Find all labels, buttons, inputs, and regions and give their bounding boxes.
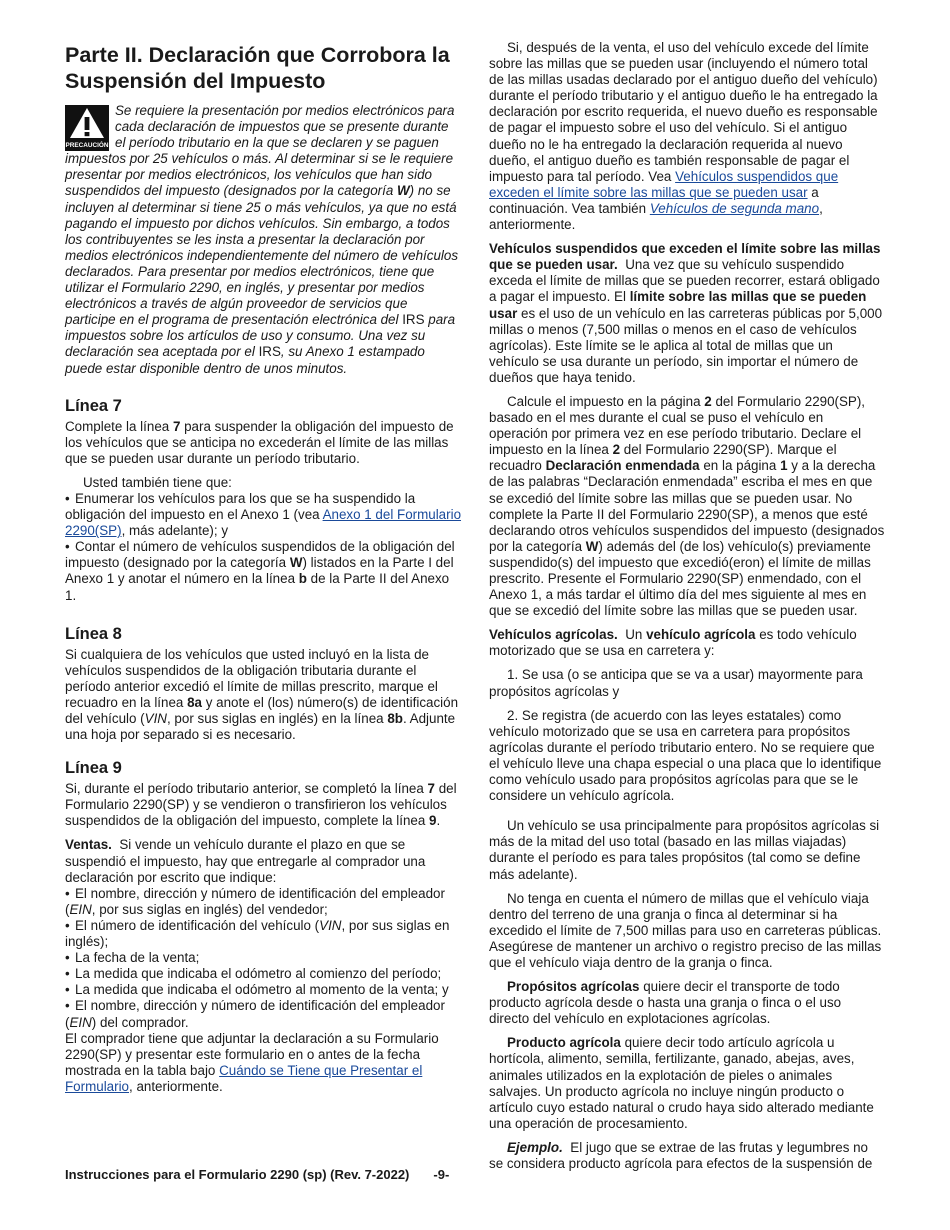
propositos-paragraph: Propósitos agrícolas quiere decir el transporte de todo producto agrícola desde o hasta una granja o finca o el uso directo del vehículo en explotaciones agrícolas. (489, 979, 842, 1027)
principal-paragraph: Un vehículo se usa principalmente para propósitos agrícolas si más de la mitad del uso total (basado en las millas viajadas) durante el período es para tales propósitos (tal como se define más adelante). (489, 818, 880, 882)
excede-paragraph: Vehículos suspendidos que exceden el límite sobre las millas que se pueden usar. Una vez que su vehículo suspendido exceda el límite de millas que se pueden recorrer, estará obligado a pagar el impuesto. El límite sobre las millas que se pueden usar es el uso de un vehículo en las carreteras públicas por 5,000 millas o menos (7,500 millas o menos en el caso de vehículos agrícolas). Este límite se le aplica al total de millas que un vehículo se usa durante un período, sin importar el número de dueños que haya tenido. (489, 241, 883, 385)
list-item: • El nombre, dirección y número de identificación del empleador (EIN, por sus siglas en inglés) del vendedor; (65, 886, 461, 918)
calcule-paragraph: Calcule el impuesto en la página 2 del Formulario 2290(SP), basado en el mes durante el cual se puso el vehículo en operación por primera vez en ese período tributario. Declare el impuesto en la línea 2 del Formulario 2290(SP). Marque el recuadro Declaración enmendada en la página 1 y a la derecha de las palabras “Declaración enmendada” escriba el mes en que se excedió del límite sobre las millas que se pueden usar. No complete la Parte II del Formulario 2290(SP), a menos que esté declarando otros vehículos suspendidos del impuesto (designados por la categoría W) además del (de los) vehículo(s) previamente suspendido(s) del impuesto que excedió(eron) el límite de millas prescrito. Presente el Formulario 2290(SP) enmendado, con el Anexo 1, a más tardar el último día del mes siguiente al mes en que se excedió del límite sobre las millas que se pueden usar. (489, 393, 885, 619)
caution-text-3: para impuestos sobre los artículos de uso y consumo. Una vez su declaración sea aceptada por el (65, 312, 456, 360)
caution-label: PRECAUCIÓN (65, 142, 109, 149)
caution-irs-2: IRS (258, 344, 281, 360)
list-item: • Enumerar los vehículos para los que se ha suspendido la obligación del impuesto en el Anexo 1 (vea Anexo 1 del Formulario 2290(SP), más adelante); y (65, 491, 461, 539)
heading-linea-9: Línea 9 (65, 759, 122, 778)
caution-text-4: , su Anexo 1 estampado puede estar disponible dentro de unos minutos. (65, 344, 425, 376)
list-item: • La medida que indicaba el odómetro al momento de la venta; y (65, 982, 461, 998)
linea-9-paragraph: Si, durante el período tributario anterior, se completó la línea 7 del Formulario 2290(SP) y se vendieron o transfirieron los vehículos suspendidos de la obligación del impuesto, complete la línea 9. (65, 781, 457, 829)
caution-text-2: ) no se incluyen al determinar si tiene 25 o más vehículos, ya que no está pagando el impuesto por dichos vehículos. Sin embargo, a todos los contribuyentes se les insta a presentar la declaración por medios electrónicos independientemente del número de vehículos declarados. Para presentar por medios electrónicos, tiene que utilizar el Formulario 2290, en inglés, y presentar por medios electrónicos a través de algún proveedor de servicios que participe en el programa de presentación electrónica del (65, 183, 459, 328)
list-item: • El número de identificación del vehículo (VIN, por sus siglas en inglés); (65, 918, 461, 950)
closing-paragraph: El comprador tiene que adjuntar la declaración a su Formulario 2290(SP) y presentar este formulario en o antes de la fecha mostrada en la tabla bajo Cuándo se Tiene que Presentar el Formulario, anteriormente. (65, 1030, 439, 1094)
page-number: -9- (433, 1167, 450, 1182)
numbered-item-2: 2. Se registra (de acuerdo con las leyes estatales) como vehículo motorizado que se usa en carretera para propósitos agrícolas durante el período tributario entero. No se requiere que el vehículo lleve una chapa especial o una placa que lo identifique como vehículo usado para propósitos agrícolas para que se le considere un vehículo agrícola. (489, 707, 882, 804)
footer-title: Instrucciones para el Formulario 2290 (sp) (Rev. 7-2022) (65, 1167, 410, 1182)
heading-linea-7: Línea 7 (65, 396, 122, 415)
list-item: • Contar el número de vehículos suspendidos de la obligación del impuesto (designado por la categoría W) listados en la Parte I del Anexo 1 y anotar el número en la línea b de la Parte II del Anexo 1. (65, 539, 461, 603)
linea-8-paragraph: Si cualquiera de los vehículos que usted incluyó en la lista de vehículos suspendidos de la obligación tributaria durante el período anterior excedió el límite de millas prescrito, marque el recuadro en la línea 8a y anote el (los) número(s) de identificación del vehículo (VIN, por sus siglas en inglés) en la línea 8b. Adjunte una hoja por separado si es necesario. (65, 646, 459, 743)
caution-irs: IRS (402, 312, 425, 328)
list-item: • El nombre, dirección y número de identificación del empleador (EIN) del comprador. (65, 998, 461, 1030)
heading-linea-8: Línea 8 (65, 624, 122, 643)
left-column (65, 40, 461, 1103)
caution-box (65, 103, 461, 377)
producto-paragraph: Producto agrícola quiere decir todo artículo agrícola u hortícola, alimento, semilla, fertilizante, ganado, abejas, aves, animales utilizados en la explotación de pieles o animales salvajes. Un producto agrícola no incluye ningún producto o artículo cuyo estado natural o crudo haya sido alterado mediante una operación de procesamiento. (489, 1035, 874, 1131)
millas-paragraph: No tenga en cuenta el número de millas que el vehículo viaja dentro del terreno de una granja o finca al determinar si ha excedido el límite de 7,500 millas para uso en carreteras públicas. Asegúrese de mantener un archivo o registro preciso de las millas que el vehículo viaja dentro de la granja o finca. (489, 890, 882, 970)
linea-7-paragraph: Complete la línea 7 para suspender la obligación del impuesto de los vehículos que se anticipa no excederán el límite de las millas que se pueden usar durante un período tributario. (65, 418, 454, 466)
link-segunda-mano[interactable]: Vehículos de segunda mano (649, 200, 820, 216)
link-vehiculos-suspendidos[interactable]: Vehículos suspendidos que exceden el límite sobre las millas que se pueden usar (489, 168, 839, 200)
link-cuando-presentar[interactable]: Cuándo se Tiene que Presentar el Formulario (65, 1062, 423, 1094)
linea-7-intro: Usted también tiene que: (83, 474, 232, 490)
agricolas-paragraph: Vehículos agrícolas. Un vehículo agrícola es todo vehículo motorizado que se usa en carretera y: (489, 627, 857, 659)
caution-category: W (397, 183, 410, 199)
ventas-paragraph: Ventas. Si vende un vehículo durante el plazo en que se suspendió el impuesto, hay que entregarle al comprador una declaración por escrito que indique: (65, 837, 426, 885)
caution-text: Se requiere la presentación por medios electrónicos para cada declaración de impuestos que se presente durante el período tributario en la que se declaren y se paguen impuestos por 25 vehículos o más. Al determinar si se le requiere presentar por medios electrónicos, los vehículos que han sido suspendidos del impuesto (designados por la categoría (65, 103, 455, 199)
numbered-item-1: 1. Se usa (o se anticipa que se va a usar) mayormente para propósitos agrícolas y (489, 667, 863, 699)
venta-paragraph: Si, después de la venta, el uso del vehículo excede del límite sobre las millas que se pueden usar (incluyendo el número total de las millas usadas declarado por el antiguo dueño del vehículo) durante el período tributario y el antiguo dueño le ha entregado la declaración por escrito requerida, el nuevo dueño es responsable de pagar el impuesto sobre el uso del vehículo. Si el antiguo dueño no le ha entregado la declaración requerida al nuevo dueño, el antiguo dueño es también responsable de pagar el impuesto para tal período. Vea Vehículos suspendidos que exceden el límite sobre las millas que se pueden usar a continuación. Vea también Vehículos de segunda mano, anteriormente. (489, 40, 878, 233)
section-title: Parte II. Declaración que Corrobora la Suspensión del Impuesto (65, 43, 450, 93)
page-footer (65, 1167, 449, 1182)
link-anexo-1[interactable]: Anexo 1 del Formulario 2290(SP) (65, 507, 462, 539)
list-item: • La fecha de la venta; (65, 950, 461, 966)
list-item: • La medida que indicaba el odómetro al comienzo del período; (65, 966, 461, 982)
caution-icon (65, 105, 109, 151)
ejemplo-paragraph: Ejemplo. El jugo que se extrae de las frutas y legumbres no se considera producto agrícola para efectos de la suspensión de (489, 1139, 873, 1171)
right-column (489, 40, 885, 1180)
